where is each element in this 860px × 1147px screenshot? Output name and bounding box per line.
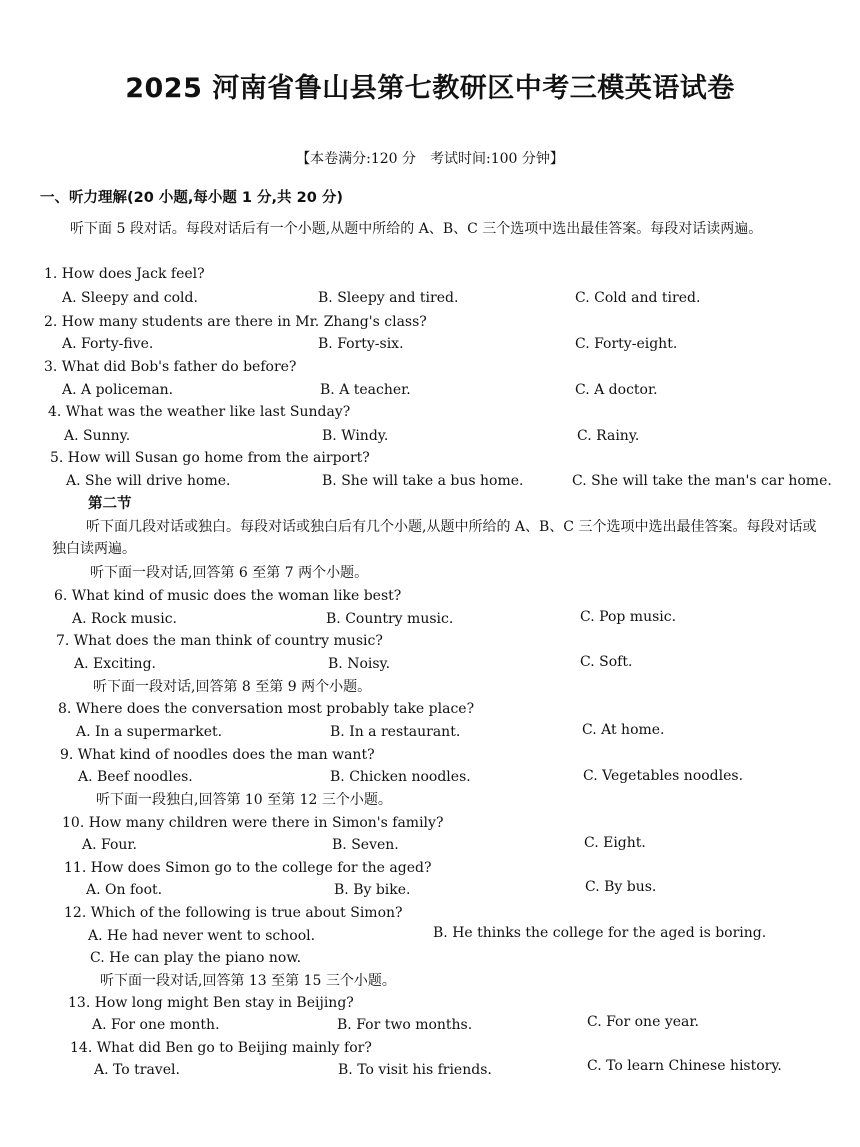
q13-option-b: B. For two months. (337, 1017, 473, 1033)
q14-option-c: C. To learn Chinese history. (587, 1058, 782, 1074)
q5-option-a: A. She will drive home. (66, 473, 231, 489)
q11-option-a: A. On foot. (86, 882, 163, 898)
part2-heading: 第二节 (88, 496, 132, 512)
q4-option-b: B. Windy. (322, 428, 389, 444)
q13-option-c: C. For one year. (587, 1014, 699, 1030)
q14-option-b: B. To visit his friends. (338, 1062, 492, 1078)
question-10: 10. How many children were there in Simon's family? (62, 815, 444, 831)
part2-instructions: 听下面几段对话或独白。每段对话或独白后有几个小题,从题中所给的 A、B、C 三个选项中选出最佳答案。每段对话或独白读两遍。 (52, 519, 817, 557)
q1-option-c: C. Cold and tired. (575, 290, 701, 306)
q10-option-c: C. Eight. (584, 835, 646, 851)
question-11: 11. How does Simon go to the college for the aged? (64, 860, 432, 876)
q3-option-a: A. A policeman. (62, 382, 174, 398)
intro-q13-q15: 听下面一段对话,回答第 13 至第 15 三个小题。 (100, 973, 396, 989)
part1-instructions: 听下面 5 段对话。每段对话后有一个小题,从题中所给的 A、B、C 三个选项中选出最佳答案。每段对话读两遍。 (70, 221, 763, 237)
q3-option-b: B. A teacher. (320, 382, 411, 398)
q4-option-c: C. Rainy. (577, 428, 640, 444)
q6-option-b: B. Country music. (326, 611, 454, 627)
q7-option-b: B. Noisy. (328, 656, 391, 672)
q7-option-c: C. Soft. (580, 654, 633, 670)
question-9: 9. What kind of noodles does the man want? (60, 747, 375, 763)
q12-option-a: A. He had never went to school. (88, 928, 316, 944)
q1-option-a: A. Sleepy and cold. (62, 290, 198, 306)
question-2: 2. How many students are there in Mr. Zhang's class? (44, 314, 427, 330)
question-14: 14. What did Ben go to Beijing mainly for? (70, 1040, 372, 1056)
q1-option-b: B. Sleepy and tired. (318, 290, 459, 306)
question-4: 4. What was the weather like last Sunday? (48, 404, 351, 420)
q12-option-b: B. He thinks the college for the aged is boring. (433, 925, 767, 941)
q6-option-a: A. Rock music. (72, 611, 177, 627)
question-7: 7. What does the man think of country music? (56, 633, 383, 649)
q8-option-b: B. In a restaurant. (330, 724, 461, 740)
q5-option-c: C. She will take the man's car home. (572, 473, 832, 489)
q11-option-c: C. By bus. (585, 879, 657, 895)
section-heading-listening: 一、听力理解(20 小题,每小题 1 分,共 20 分) (40, 190, 343, 206)
q2-option-c: C. Forty-eight. (575, 336, 678, 352)
q2-option-b: B. Forty-six. (318, 336, 404, 352)
question-3: 3. What did Bob's father do before? (44, 359, 297, 375)
exam-info: 【本卷满分:120 分 考试时间:100 分钟】 (296, 151, 564, 167)
question-6: 6. What kind of music does the woman like best? (54, 588, 402, 604)
q10-option-b: B. Seven. (332, 837, 399, 853)
question-13: 13. How long might Ben stay in Beijing? (68, 995, 354, 1011)
question-8: 8. Where does the conversation most probably take place? (58, 701, 475, 717)
q9-option-a: A. Beef noodles. (78, 769, 193, 785)
q10-option-a: A. Four. (82, 837, 138, 853)
q8-option-c: C. At home. (582, 722, 665, 738)
question-5: 5. How will Susan go home from the airport? (50, 450, 370, 466)
q8-option-a: A. In a supermarket. (76, 724, 223, 740)
intro-q6-q7: 听下面一段对话,回答第 6 至第 7 两个小题。 (90, 565, 369, 581)
q12-option-c: C. He can play the piano now. (90, 950, 302, 966)
q2-option-a: A. Forty-five. (62, 336, 154, 352)
q11-option-b: B. By bike. (334, 882, 411, 898)
q5-option-b: B. She will take a bus home. (322, 473, 524, 489)
question-1: 1. How does Jack feel? (44, 266, 205, 282)
q9-option-c: C. Vegetables noodles. (583, 768, 744, 784)
question-12: 12. Which of the following is true about Simon? (64, 905, 403, 921)
q7-option-a: A. Exciting. (74, 656, 156, 672)
q9-option-b: B. Chicken noodles. (330, 769, 471, 785)
q14-option-a: A. To travel. (94, 1062, 180, 1078)
q4-option-a: A. Sunny. (64, 428, 131, 444)
page-title: 2025 河南省鲁山县第七教研区中考三模英语试卷 (125, 73, 735, 104)
q6-option-c: C. Pop music. (580, 609, 677, 625)
q13-option-a: A. For one month. (92, 1017, 220, 1033)
intro-q8-q9: 听下面一段对话,回答第 8 至第 9 两个小题。 (93, 679, 372, 695)
intro-q10-q12: 听下面一段独白,回答第 10 至第 12 三个小题。 (96, 792, 392, 808)
q3-option-c: C. A doctor. (575, 382, 658, 398)
